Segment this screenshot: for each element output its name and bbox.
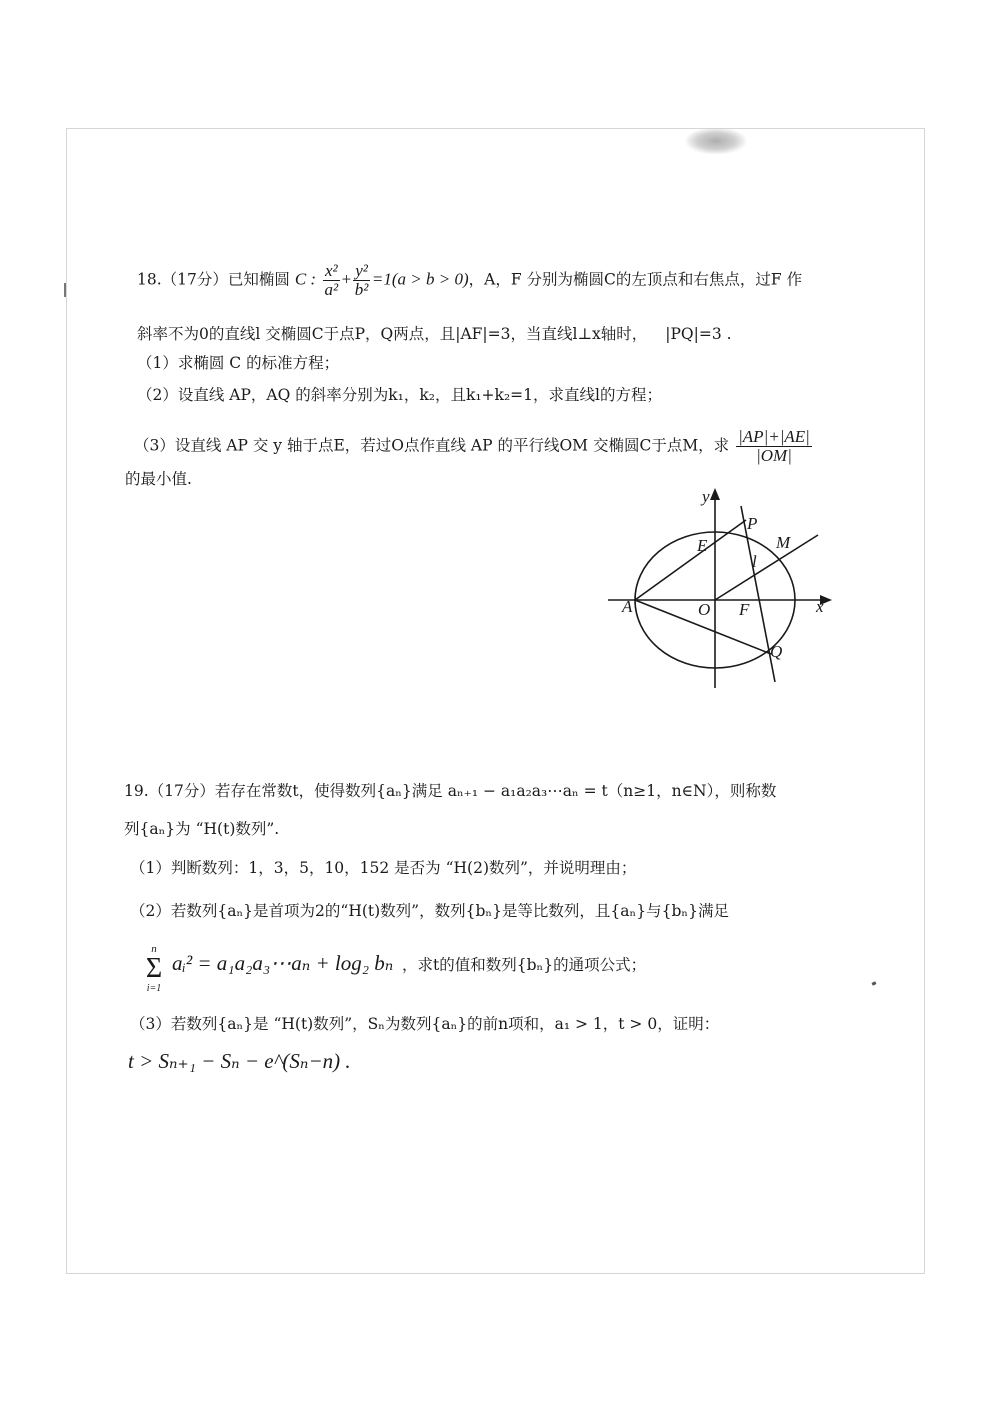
q18-part3: （3）设直线 AP 交 y 轴于点E，若过O点作直线 AP 的平行线OM 交椭圆C于点M，求 $\frac{|AP|+|AE|}{|OM|}$ [134, 427, 810, 465]
q19-part2: （2）若数列{aₙ}是首项为2的“H(t)数列”，数列{bₙ}是等比数列，且{aₙ}与{bₙ}满足 [130, 902, 729, 920]
ellipse-condition: =1(a > b > 0) [371, 269, 469, 289]
scan-smudge [686, 128, 746, 154]
y-axis-arrow [710, 488, 720, 500]
label-x: x [816, 597, 824, 616]
q18-part2: （2）设直线 AP，AQ 的斜率分别为k₁，k₂，且k₁+k₂=1，求直线l的方程； [137, 386, 662, 404]
q18-part1: （1）求椭圆 C 的标准方程； [137, 354, 340, 372]
sum-formula: aᵢ² = a₁a₂a₃⋯aₙ + log₂ bₙ [172, 951, 394, 975]
label-y: y [702, 487, 710, 506]
sum-formula-tail: ，求t的值和数列{bₙ}的通项公式； [402, 956, 647, 974]
sum-upper: n [151, 943, 157, 955]
ellipse-diagram [604, 484, 840, 694]
q18-intro: 已知椭圆 [227, 270, 290, 289]
label-a: A [622, 597, 633, 616]
q19-part1: （1）判断数列：1，3，5，10，152 是否为 “H(2)数列”，并说明理由； [130, 859, 637, 877]
q19-proof-expression: t > Sₙ₊₁ − Sₙ − e^(Sₙ−n) . [128, 1049, 351, 1073]
label-f: F [739, 600, 750, 619]
q19-line2: 列{aₙ}为 “H(t)数列”. [124, 820, 280, 838]
label-l: l [752, 552, 757, 571]
line-ap [635, 520, 746, 600]
q19-part3: （3）若数列{aₙ}是 “H(t)数列”，Sₙ为数列{aₙ}的前n项和，a₁ > 1，t > 0，证明： [130, 1015, 720, 1033]
q18-part3-fraction: $\frac{|AP|+|AE|}{|OM|}$ [738, 427, 810, 465]
line-om [715, 535, 818, 600]
label-e: E [697, 536, 708, 555]
q18-part3-tail: 的最小值. [125, 470, 192, 488]
sum-symbol: n Σ i=1 [140, 944, 168, 994]
sum-lower: i=1 [146, 983, 162, 994]
label-o: O [698, 600, 711, 619]
q18-intro-tail: ，A，F 分别为椭圆C的左顶点和右焦点，过F 作 [468, 270, 803, 289]
ellipse-frac-x: $\frac{\text{x²}}{\text{a²}}$ [324, 261, 339, 299]
q19-line1: 19.（17分）若存在常数t，使得数列{aₙ}满足 aₙ₊₁ − a₁a₂a₃⋯aₙ = t（n≥1，n∈N），则称数 [124, 782, 777, 800]
q18-line2-tail: |PQ|=3 . [665, 325, 732, 343]
q18-number: 18.（17分） [137, 270, 228, 289]
label-q: Q [770, 642, 783, 661]
ellipse-frac-y: $\frac{\text{y²}}{\text{b²}}$ [354, 261, 369, 299]
page-border [66, 128, 925, 1274]
ellipse-name: C : [294, 269, 317, 289]
q18-line2: 斜率不为0的直线l 交椭圆C于点P，Q两点，且|AF|=3，当直线l⊥x轴时， |PQ|=3 . [137, 325, 732, 343]
label-m: M [776, 533, 791, 552]
q18-line1: 18.（17分）已知椭圆 C : $\frac{\text{x²}}{\text{a²}}$ + $\frac{\text{y²}}{\text{b²}}$ =1(a > b > 0)，A，F 分别为椭圆C的左顶点和右焦点，过F 作 [137, 261, 803, 299]
scan-edge-mark [64, 283, 66, 297]
label-p: P [747, 514, 758, 533]
